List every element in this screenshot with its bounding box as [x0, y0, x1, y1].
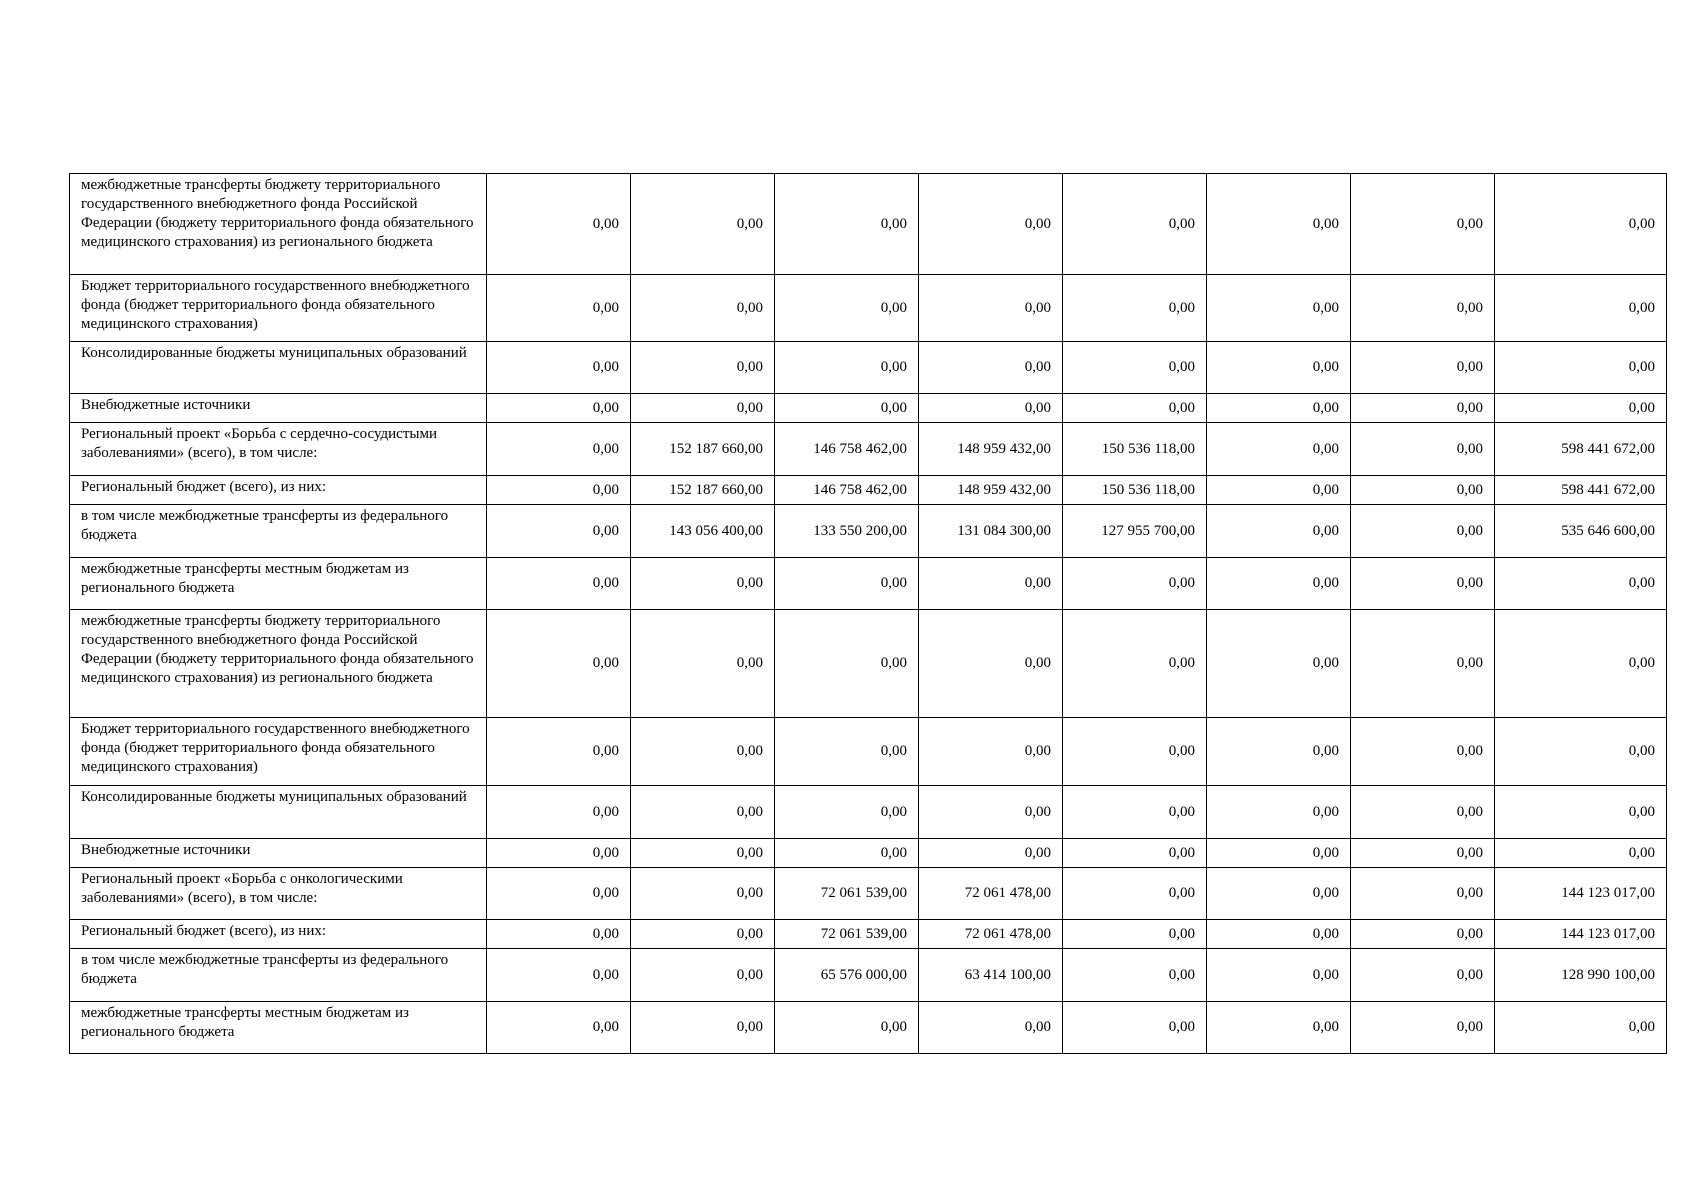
- table-row: [70, 718, 1667, 786]
- value-cell: 0,00: [919, 610, 1063, 718]
- value-cell: 146 758 462,00: [775, 476, 919, 505]
- table-row: [70, 342, 1667, 394]
- value-cell: 0,00: [631, 174, 775, 275]
- value-cell: 144 123 017,00: [1495, 868, 1667, 920]
- row-label-cell: Региональный бюджет (всего), из них:: [70, 476, 487, 505]
- value-cell: 0,00: [487, 505, 631, 558]
- value-cell: 0,00: [631, 786, 775, 839]
- value-cell: 0,00: [1351, 868, 1495, 920]
- value-cell: 0,00: [1207, 610, 1351, 718]
- value-cell: 0,00: [1495, 394, 1667, 423]
- value-cell: 0,00: [1063, 786, 1207, 839]
- value-cell: 0,00: [1063, 920, 1207, 949]
- value-cell: 0,00: [1351, 786, 1495, 839]
- row-label-cell: в том числе межбюджетные трансферты из федерального бюджета: [70, 949, 487, 1002]
- value-cell: 0,00: [487, 949, 631, 1002]
- value-cell: 0,00: [775, 839, 919, 868]
- value-cell: 0,00: [1207, 476, 1351, 505]
- value-cell: 0,00: [1207, 839, 1351, 868]
- value-cell: 0,00: [487, 394, 631, 423]
- value-cell: 0,00: [775, 342, 919, 394]
- value-cell: 0,00: [1063, 174, 1207, 275]
- value-cell: 0,00: [1495, 174, 1667, 275]
- value-cell: 0,00: [1207, 949, 1351, 1002]
- value-cell: 0,00: [775, 786, 919, 839]
- value-cell: 0,00: [1351, 174, 1495, 275]
- value-cell: 72 061 539,00: [775, 868, 919, 920]
- value-cell: 0,00: [919, 558, 1063, 610]
- value-cell: 0,00: [631, 342, 775, 394]
- table-row: [70, 558, 1667, 610]
- table-row: [70, 275, 1667, 342]
- value-cell: 0,00: [487, 423, 631, 476]
- value-cell: 535 646 600,00: [1495, 505, 1667, 558]
- value-cell: 0,00: [1351, 949, 1495, 1002]
- value-cell: 0,00: [775, 558, 919, 610]
- value-cell: 0,00: [631, 868, 775, 920]
- value-cell: 0,00: [775, 275, 919, 342]
- value-cell: 0,00: [631, 1002, 775, 1054]
- value-cell: 0,00: [1063, 949, 1207, 1002]
- value-cell: 0,00: [631, 718, 775, 786]
- value-cell: 0,00: [631, 394, 775, 423]
- value-cell: 143 056 400,00: [631, 505, 775, 558]
- row-label-cell: межбюджетные трансферты бюджету территориального государственного внебюджетного фонда Российской Федерации (бюджету территориального фонда обязательного медицинского страхования) из регионального бюджета: [70, 610, 487, 718]
- value-cell: 0,00: [1495, 718, 1667, 786]
- value-cell: 150 536 118,00: [1063, 423, 1207, 476]
- value-cell: 0,00: [631, 949, 775, 1002]
- value-cell: 0,00: [1063, 1002, 1207, 1054]
- value-cell: 0,00: [1351, 342, 1495, 394]
- row-label-cell: межбюджетные трансферты бюджету территориального государственного внебюджетного фонда Российской Федерации (бюджету территориального фонда обязательного медицинского страхования) из регионального бюджета: [70, 174, 487, 275]
- value-cell: 0,00: [1495, 610, 1667, 718]
- row-label-cell: Консолидированные бюджеты муниципальных образований: [70, 342, 487, 394]
- value-cell: 0,00: [1351, 839, 1495, 868]
- value-cell: 0,00: [1495, 558, 1667, 610]
- value-cell: 72 061 478,00: [919, 868, 1063, 920]
- value-cell: 0,00: [1495, 342, 1667, 394]
- value-cell: 0,00: [1207, 505, 1351, 558]
- value-cell: 0,00: [919, 174, 1063, 275]
- value-cell: 0,00: [1207, 174, 1351, 275]
- value-cell: 0,00: [919, 342, 1063, 394]
- value-cell: 0,00: [775, 394, 919, 423]
- value-cell: 0,00: [487, 476, 631, 505]
- value-cell: 0,00: [1063, 342, 1207, 394]
- value-cell: 0,00: [775, 174, 919, 275]
- value-cell: 144 123 017,00: [1495, 920, 1667, 949]
- value-cell: 0,00: [1063, 718, 1207, 786]
- value-cell: 0,00: [487, 174, 631, 275]
- value-cell: 0,00: [1351, 394, 1495, 423]
- table-row: [70, 920, 1667, 949]
- value-cell: 0,00: [487, 610, 631, 718]
- value-cell: 0,00: [1351, 505, 1495, 558]
- value-cell: 0,00: [1351, 920, 1495, 949]
- value-cell: 72 061 478,00: [919, 920, 1063, 949]
- value-cell: 0,00: [919, 394, 1063, 423]
- value-cell: 148 959 432,00: [919, 423, 1063, 476]
- value-cell: 0,00: [1207, 558, 1351, 610]
- table-row: [70, 505, 1667, 558]
- row-label-cell: Региональный проект «Борьба с онкологическими заболеваниями» (всего), в том числе:: [70, 868, 487, 920]
- value-cell: 63 414 100,00: [919, 949, 1063, 1002]
- value-cell: 0,00: [919, 786, 1063, 839]
- value-cell: 0,00: [631, 275, 775, 342]
- value-cell: 0,00: [1207, 920, 1351, 949]
- value-cell: 0,00: [1207, 1002, 1351, 1054]
- value-cell: 0,00: [1063, 394, 1207, 423]
- value-cell: 150 536 118,00: [1063, 476, 1207, 505]
- value-cell: 0,00: [1351, 476, 1495, 505]
- value-cell: 0,00: [487, 275, 631, 342]
- value-cell: 152 187 660,00: [631, 476, 775, 505]
- table-row: [70, 1002, 1667, 1054]
- value-cell: 152 187 660,00: [631, 423, 775, 476]
- value-cell: 0,00: [487, 1002, 631, 1054]
- table-row: [70, 174, 1667, 275]
- value-cell: 0,00: [631, 558, 775, 610]
- value-cell: 0,00: [1063, 275, 1207, 342]
- value-cell: 0,00: [775, 1002, 919, 1054]
- value-cell: 65 576 000,00: [775, 949, 919, 1002]
- row-label-cell: межбюджетные трансферты местным бюджетам из регионального бюджета: [70, 558, 487, 610]
- row-label-cell: Бюджет территориального государственного внебюджетного фонда (бюджет территориального фонда обязательного медицинского страхования): [70, 275, 487, 342]
- value-cell: 148 959 432,00: [919, 476, 1063, 505]
- table-row: [70, 786, 1667, 839]
- table-row: [70, 610, 1667, 718]
- row-label-cell: Внебюджетные источники: [70, 839, 487, 868]
- value-cell: 0,00: [487, 786, 631, 839]
- value-cell: 0,00: [1351, 1002, 1495, 1054]
- row-label-cell: Бюджет территориального государственного внебюджетного фонда (бюджет территориального фонда обязательного медицинского страхования): [70, 718, 487, 786]
- value-cell: 0,00: [919, 1002, 1063, 1054]
- value-cell: 128 990 100,00: [1495, 949, 1667, 1002]
- value-cell: 72 061 539,00: [775, 920, 919, 949]
- value-cell: 0,00: [1207, 342, 1351, 394]
- row-label-cell: Внебюджетные источники: [70, 394, 487, 423]
- value-cell: 0,00: [919, 718, 1063, 786]
- value-cell: 0,00: [631, 839, 775, 868]
- value-cell: 0,00: [631, 610, 775, 718]
- value-cell: 0,00: [631, 920, 775, 949]
- table-row: [70, 868, 1667, 920]
- table-row: [70, 839, 1667, 868]
- value-cell: 0,00: [1207, 394, 1351, 423]
- value-cell: 0,00: [487, 920, 631, 949]
- table-row: [70, 423, 1667, 476]
- value-cell: 0,00: [1351, 718, 1495, 786]
- value-cell: 133 550 200,00: [775, 505, 919, 558]
- value-cell: 0,00: [1063, 610, 1207, 718]
- table-row: [70, 949, 1667, 1002]
- value-cell: 0,00: [1063, 868, 1207, 920]
- value-cell: 0,00: [1207, 868, 1351, 920]
- value-cell: 0,00: [1063, 839, 1207, 868]
- value-cell: 0,00: [1351, 423, 1495, 476]
- value-cell: 0,00: [1207, 423, 1351, 476]
- value-cell: 131 084 300,00: [919, 505, 1063, 558]
- row-label-cell: Консолидированные бюджеты муниципальных образований: [70, 786, 487, 839]
- value-cell: 0,00: [487, 868, 631, 920]
- value-cell: 0,00: [775, 610, 919, 718]
- row-label-cell: Региональный проект «Борьба с сердечно-сосудистыми заболеваниями» (всего), в том числе:: [70, 423, 487, 476]
- value-cell: 146 758 462,00: [775, 423, 919, 476]
- value-cell: 0,00: [1495, 786, 1667, 839]
- value-cell: 0,00: [1495, 1002, 1667, 1054]
- value-cell: 127 955 700,00: [1063, 505, 1207, 558]
- table-body: [70, 174, 1667, 1054]
- value-cell: 0,00: [1063, 558, 1207, 610]
- value-cell: 0,00: [487, 558, 631, 610]
- value-cell: 0,00: [775, 718, 919, 786]
- value-cell: 0,00: [487, 342, 631, 394]
- value-cell: 0,00: [1207, 275, 1351, 342]
- value-cell: 0,00: [1207, 786, 1351, 839]
- table-row: [70, 476, 1667, 505]
- value-cell: 0,00: [1207, 718, 1351, 786]
- value-cell: 598 441 672,00: [1495, 476, 1667, 505]
- row-label-cell: межбюджетные трансферты местным бюджетам из регионального бюджета: [70, 1002, 487, 1054]
- value-cell: 0,00: [487, 839, 631, 868]
- row-label-cell: Региональный бюджет (всего), из них:: [70, 920, 487, 949]
- value-cell: 0,00: [1351, 610, 1495, 718]
- value-cell: 0,00: [1495, 839, 1667, 868]
- row-label-cell: в том числе межбюджетные трансферты из федерального бюджета: [70, 505, 487, 558]
- table-row: [70, 394, 1667, 423]
- value-cell: 598 441 672,00: [1495, 423, 1667, 476]
- value-cell: 0,00: [1351, 558, 1495, 610]
- value-cell: 0,00: [1495, 275, 1667, 342]
- value-cell: 0,00: [919, 839, 1063, 868]
- value-cell: 0,00: [1351, 275, 1495, 342]
- value-cell: 0,00: [919, 275, 1063, 342]
- value-cell: 0,00: [487, 718, 631, 786]
- budget-table: [69, 173, 1667, 1054]
